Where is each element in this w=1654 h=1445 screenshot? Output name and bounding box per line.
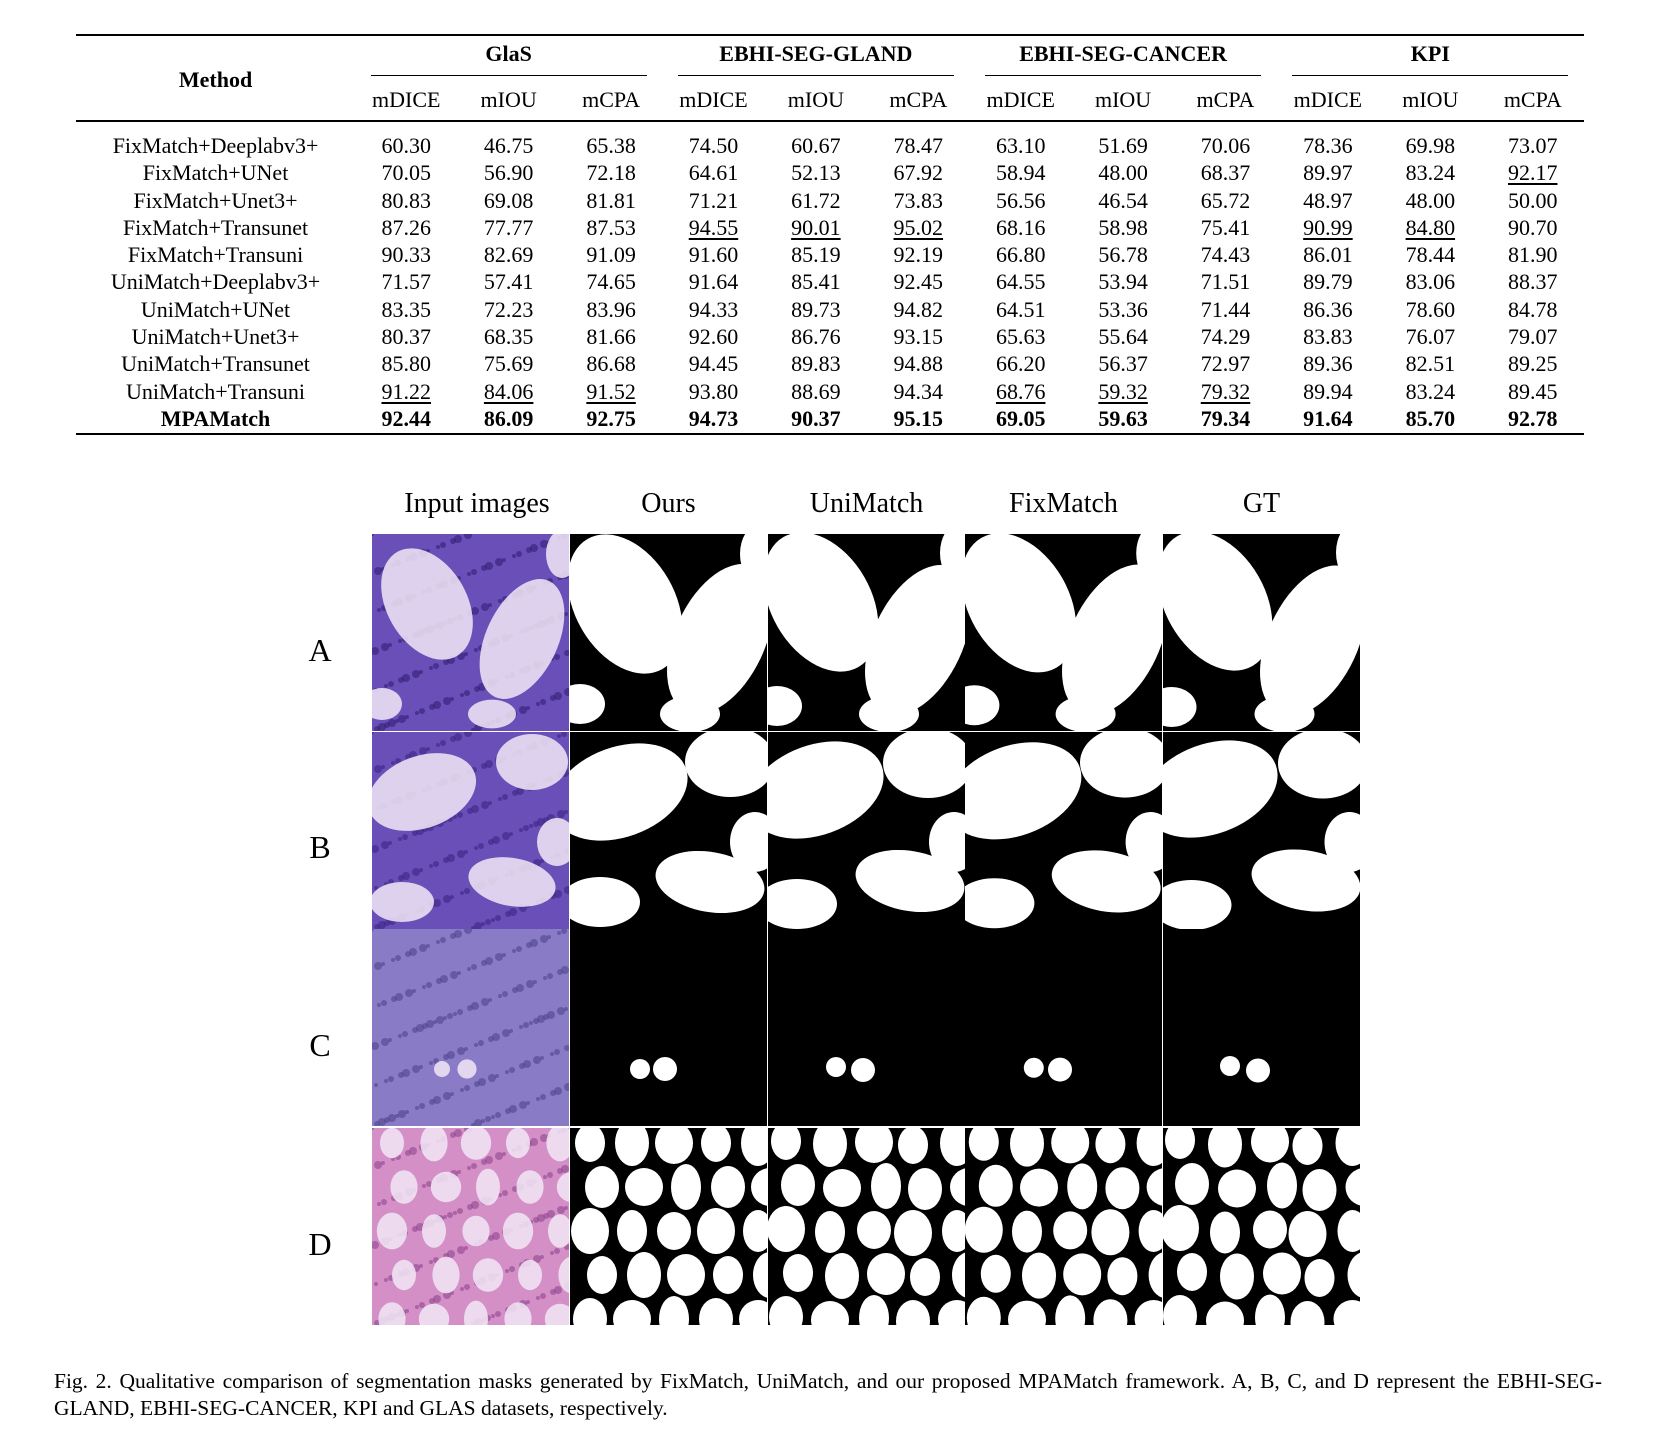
figure-cell-d-unimatch-mask <box>768 1128 965 1325</box>
value-cell: 89.73 <box>791 296 841 322</box>
method-cell: UniMatch+UNet <box>140 296 291 322</box>
value-cell: 88.69 <box>791 378 841 404</box>
method-cell: UniMatch+Transuni <box>126 378 306 404</box>
value-cell: 93.15 <box>893 324 944 350</box>
metric-header-miou: mIOU <box>1094 87 1152 112</box>
figure-cell-a-unimatch-mask <box>768 534 965 731</box>
value-cell: 94.88 <box>893 351 944 377</box>
value-cell: 84.80 <box>1405 214 1456 240</box>
value-cell: 83.24 <box>1405 160 1456 186</box>
value-cell: 94.34 <box>893 378 944 404</box>
metric-header-mdice: mDICE <box>679 87 748 112</box>
value-cell: 91.60 <box>688 242 739 268</box>
value-cell: 83.24 <box>1405 378 1456 404</box>
value-cell: 79.32 <box>1200 378 1251 404</box>
metric-header-miou: mIOU <box>787 87 844 112</box>
table-row <box>76 323 1584 350</box>
value-cell: 78.36 <box>1303 133 1353 158</box>
value-cell: 73.07 <box>1508 133 1558 158</box>
value-cell: 68.16 <box>995 214 1046 240</box>
value-cell: 59.32 <box>1098 378 1148 404</box>
results-table <box>76 38 1584 432</box>
value-cell: 56.90 <box>483 160 534 186</box>
value-cell: 71.57 <box>381 269 431 295</box>
value-cell: 89.97 <box>1303 160 1353 186</box>
metric-header-mdice: mDICE <box>1293 87 1363 112</box>
value-cell: 66.20 <box>995 351 1046 377</box>
table-row <box>76 214 1584 241</box>
table-row <box>76 405 1584 432</box>
value-cell: 85.19 <box>791 242 841 268</box>
value-cell: 89.94 <box>1303 378 1353 404</box>
value-cell: 89.79 <box>1303 269 1353 295</box>
figure-cell-c-unimatch-mask <box>768 929 965 1126</box>
metric-header-miou: mIOU <box>1402 87 1459 112</box>
value-cell: 56.78 <box>1098 242 1148 268</box>
value-cell: 92.17 <box>1508 160 1558 186</box>
value-cell: 56.56 <box>995 187 1046 213</box>
value-cell: 82.69 <box>483 242 534 268</box>
value-cell: 48.97 <box>1303 187 1353 213</box>
table-row <box>76 296 1584 323</box>
figure-cell-b-input-image <box>372 732 569 929</box>
column-title-ours: Ours <box>641 488 696 519</box>
value-cell: 90.37 <box>791 405 841 431</box>
table-top-rule <box>76 34 1584 36</box>
value-cell: 86.09 <box>483 405 534 431</box>
value-cell: 78.44 <box>1405 242 1456 268</box>
value-cell: 67.92 <box>893 160 944 186</box>
value-cell: 80.37 <box>381 324 431 350</box>
value-cell: 87.26 <box>381 214 431 240</box>
value-cell: 71.51 <box>1200 269 1251 295</box>
value-cell: 84.06 <box>483 378 534 404</box>
value-cell: 53.36 <box>1098 296 1148 322</box>
figure-cell-a-gt-mask <box>1163 534 1360 731</box>
value-cell: 65.63 <box>995 324 1046 350</box>
group-header-glas: GlaS <box>355 38 662 78</box>
method-cell: UniMatch+Unet3+ <box>131 324 300 350</box>
group-header-kpi: KPI <box>1277 38 1584 78</box>
value-cell: 89.36 <box>1303 351 1353 377</box>
figure-cell-c-ours-mask <box>570 929 767 1126</box>
figure-cell-b-unimatch-mask <box>768 732 965 929</box>
figure-cell-b-ours-mask <box>570 732 767 929</box>
value-cell: 94.82 <box>893 296 944 322</box>
value-cell: 53.94 <box>1098 269 1148 295</box>
metric-header-miou: mIOU <box>480 87 537 112</box>
value-cell: 71.21 <box>688 187 739 213</box>
row-label-a: A <box>308 632 332 668</box>
table-row <box>76 122 1584 159</box>
value-cell: 71.44 <box>1200 296 1251 322</box>
value-cell: 88.37 <box>1508 269 1558 295</box>
figure-cell-a-ours-mask <box>570 534 767 731</box>
figure-caption: Fig. 2. Qualitative comparison of segmentation masks generated by FixMatch, UniMatch, and our proposed MPAMatch framework. A, B, C, and D represent the EBHI-SEG-GLAND, EBHI-SEG-CANCER, KPI and GLAS datasets, respectively. <box>54 1369 1602 1420</box>
method-cell: FixMatch+Deeplabv3+ <box>112 133 319 158</box>
value-cell: 64.51 <box>995 296 1046 322</box>
value-cell: 72.18 <box>586 160 636 186</box>
value-cell: 77.77 <box>483 214 534 240</box>
value-cell: 91.09 <box>586 242 636 268</box>
value-cell: 92.19 <box>893 242 944 268</box>
value-cell: 75.69 <box>483 351 534 377</box>
value-cell: 91.64 <box>1303 405 1353 431</box>
figure-cell-d-gt-mask <box>1163 1128 1360 1325</box>
figure-cell-c-fixmatch-mask <box>965 929 1162 1126</box>
value-cell: 63.10 <box>995 133 1046 158</box>
value-cell: 72.23 <box>483 296 534 322</box>
figure-cell-b-gt-mask <box>1163 732 1360 929</box>
table-bottom-rule <box>76 433 1584 435</box>
metric-header-mdice: mDICE <box>372 87 441 112</box>
value-cell: 87.53 <box>586 214 636 240</box>
value-cell: 92.75 <box>586 405 636 431</box>
value-cell: 85.80 <box>381 351 431 377</box>
value-cell: 92.78 <box>1508 405 1558 431</box>
value-cell: 83.06 <box>1405 269 1456 295</box>
value-cell: 94.73 <box>688 405 739 431</box>
value-cell: 78.47 <box>893 133 944 158</box>
value-cell: 83.35 <box>381 296 431 322</box>
figure-cell-a-input-image <box>372 534 569 731</box>
group-header-ebhi-gland: EBHI-SEG-GLAND <box>662 38 969 78</box>
metric-header-mcpa: mCPA <box>889 87 948 112</box>
method-cell: UniMatch+Deeplabv3+ <box>110 269 321 295</box>
value-cell: 70.05 <box>381 160 431 186</box>
figure-cell-d-ours-mask <box>570 1128 767 1325</box>
value-cell: 64.61 <box>688 160 739 186</box>
value-cell: 83.83 <box>1303 324 1353 350</box>
method-cell: FixMatch+Unet3+ <box>133 187 298 213</box>
value-cell: 79.34 <box>1200 405 1251 431</box>
value-cell: 74.50 <box>688 133 739 158</box>
value-cell: 90.33 <box>381 242 431 268</box>
value-cell: 73.83 <box>893 187 944 213</box>
value-cell: 48.00 <box>1405 187 1456 213</box>
value-cell: 51.69 <box>1098 133 1148 158</box>
value-cell: 91.64 <box>688 269 739 295</box>
value-cell: 84.78 <box>1508 296 1558 322</box>
value-cell: 57.41 <box>483 269 534 295</box>
value-cell: 80.83 <box>381 187 431 213</box>
value-cell: 93.80 <box>688 378 739 404</box>
value-cell: 65.72 <box>1200 187 1251 213</box>
value-cell: 91.52 <box>586 378 636 404</box>
value-cell: 58.94 <box>995 160 1046 186</box>
row-label-c: C <box>309 1027 331 1063</box>
method-cell: FixMatch+Transuni <box>127 242 304 268</box>
value-cell: 92.60 <box>688 324 739 350</box>
value-cell: 48.00 <box>1098 160 1148 186</box>
row-label-b: B <box>309 829 331 865</box>
value-cell: 69.05 <box>995 405 1046 431</box>
value-cell: 85.70 <box>1405 405 1456 431</box>
value-cell: 56.37 <box>1098 351 1148 377</box>
value-cell: 58.98 <box>1098 214 1148 240</box>
figure-cell-c-gt-mask <box>1163 929 1360 1126</box>
figure-cell-d-fixmatch-mask <box>965 1128 1162 1325</box>
value-cell: 60.67 <box>791 133 841 158</box>
value-cell: 65.38 <box>586 133 636 158</box>
value-cell: 82.51 <box>1405 351 1456 377</box>
value-cell: 86.36 <box>1303 296 1353 322</box>
value-cell: 86.68 <box>586 351 636 377</box>
column-title-fixmatch: FixMatch <box>1009 488 1118 519</box>
value-cell: 60.30 <box>381 133 431 158</box>
value-cell: 90.01 <box>791 214 841 240</box>
table-body <box>76 122 1584 432</box>
value-cell: 74.29 <box>1200 324 1251 350</box>
value-cell: 81.90 <box>1508 242 1558 268</box>
value-cell: 81.81 <box>586 187 636 213</box>
value-cell: 59.63 <box>1098 405 1148 431</box>
value-cell: 92.44 <box>381 405 431 431</box>
metric-header-mcpa: mCPA <box>1196 87 1255 112</box>
value-cell: 50.00 <box>1508 187 1558 213</box>
figure-cell-d-input-image <box>372 1128 569 1325</box>
column-title-input: Input images <box>404 488 550 519</box>
value-cell: 68.76 <box>995 378 1046 404</box>
value-cell: 76.07 <box>1405 324 1456 350</box>
figure-cell-a-fixmatch-mask <box>965 534 1162 731</box>
value-cell: 69.98 <box>1405 133 1456 158</box>
value-cell: 69.08 <box>483 187 534 213</box>
value-cell: 90.99 <box>1303 214 1353 240</box>
value-cell: 46.54 <box>1098 187 1148 213</box>
method-cell: FixMatch+UNet <box>142 160 289 186</box>
value-cell: 83.96 <box>586 296 636 322</box>
value-cell: 89.45 <box>1508 378 1558 404</box>
column-title-unimatch: UniMatch <box>809 488 924 519</box>
table-row <box>76 350 1584 377</box>
group-header-ebhi-cancer: EBHI-SEG-CANCER <box>969 38 1276 78</box>
value-cell: 95.15 <box>893 405 944 431</box>
value-cell: 95.02 <box>893 214 944 240</box>
value-cell: 70.06 <box>1200 133 1251 158</box>
value-cell: 68.35 <box>483 324 534 350</box>
table-group-header-row <box>76 38 1584 78</box>
value-cell: 55.64 <box>1098 324 1148 350</box>
value-cell: 90.70 <box>1508 214 1558 240</box>
value-cell: 75.41 <box>1200 214 1251 240</box>
table-row <box>76 187 1584 214</box>
method-cell: MPAMatch <box>160 405 271 431</box>
value-cell: 46.75 <box>483 133 534 158</box>
value-cell: 79.07 <box>1508 324 1558 350</box>
method-column-header: Method <box>178 67 253 92</box>
value-cell: 92.45 <box>893 269 944 295</box>
value-cell: 89.83 <box>791 351 841 377</box>
metric-header-mcpa: mCPA <box>582 87 640 112</box>
figure-cell-c-input-image <box>372 929 569 1126</box>
table-row <box>76 241 1584 268</box>
value-cell: 72.97 <box>1200 351 1251 377</box>
metric-header-mcpa: mCPA <box>1503 87 1562 112</box>
value-cell: 91.22 <box>381 378 431 404</box>
method-cell: FixMatch+Transunet <box>122 214 309 240</box>
value-cell: 86.76 <box>791 324 841 350</box>
value-cell: 74.43 <box>1200 242 1251 268</box>
value-cell: 94.55 <box>688 214 739 240</box>
table-mid-rule <box>76 120 1584 122</box>
value-cell: 52.13 <box>791 160 841 186</box>
table-row <box>76 378 1584 405</box>
value-cell: 74.65 <box>586 269 636 295</box>
column-title-gt: GT <box>1242 488 1281 519</box>
value-cell: 64.55 <box>995 269 1046 295</box>
value-cell: 81.66 <box>586 324 636 350</box>
metric-header-mdice: mDICE <box>986 87 1055 112</box>
value-cell: 89.25 <box>1508 351 1558 377</box>
value-cell: 78.60 <box>1405 296 1456 322</box>
row-label-d: D <box>308 1226 332 1262</box>
method-cell: UniMatch+Transunet <box>121 351 310 377</box>
value-cell: 68.37 <box>1200 160 1251 186</box>
table-row <box>76 268 1584 295</box>
table-row <box>76 159 1584 186</box>
value-cell: 61.72 <box>791 187 841 213</box>
value-cell: 94.45 <box>688 351 739 377</box>
value-cell: 85.41 <box>791 269 841 295</box>
value-cell: 66.80 <box>995 242 1046 268</box>
value-cell: 86.01 <box>1303 242 1353 268</box>
value-cell: 94.33 <box>688 296 739 322</box>
figure-cell-b-fixmatch-mask <box>965 732 1162 929</box>
